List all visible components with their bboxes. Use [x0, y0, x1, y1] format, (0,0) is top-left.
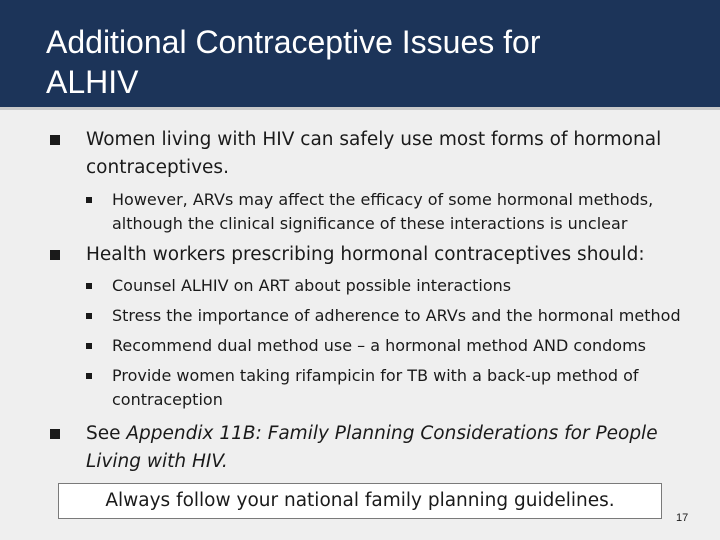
bullet-2-sub-1-text: Counsel ALHIV on ART about possible interactions: [112, 276, 512, 295]
slide-title: [46, 22, 686, 102]
small-square-bullet-icon: [86, 197, 92, 203]
bullet-1-sub-1: [112, 188, 697, 236]
slide-title-line-1: Additional Contraceptive Issues for: [46, 24, 541, 60]
square-bullet-icon: [50, 250, 60, 260]
small-square-bullet-icon: [86, 283, 92, 289]
square-bullet-icon: [50, 429, 60, 439]
bullet-2-text: Health workers prescribing hormonal contraceptives should:: [86, 244, 645, 265]
bullet-3: [86, 420, 696, 476]
bullet-2-sub-3: [112, 334, 697, 358]
bullet-3-prefix: See: [86, 423, 127, 444]
bullet-2-sub-4: [112, 364, 697, 412]
bullet-2: [86, 241, 696, 269]
bullet-2-sub-4-text: Provide women taking rifampicin for TB with a back-up method of contraception: [112, 366, 639, 409]
bullet-1-sub-1-text: However, ARVs may affect the efficacy of some hormonal methods, although the clinical significance of these interactions is unclear: [112, 190, 654, 233]
bullet-2-sub-2: [112, 304, 697, 328]
bullet-2-sub-3-text: Recommend dual method use – a hormonal method AND condoms: [112, 336, 646, 355]
bullet-2-sub-1: [112, 274, 697, 298]
slide-header: [0, 0, 720, 110]
square-bullet-icon: [50, 135, 60, 145]
bullet-2-sub-2-text: Stress the importance of adherence to ARVs and the hormonal method: [112, 306, 681, 325]
guidelines-callout: Always follow your national family planning guidelines.: [58, 483, 662, 519]
slide-title-line-2: ALHIV: [46, 64, 139, 100]
page-number: 17: [676, 512, 689, 524]
small-square-bullet-icon: [86, 343, 92, 349]
appendix-reference: Appendix 11B: Family Planning Considerations for People Living with HIV.: [86, 423, 658, 472]
small-square-bullet-icon: [86, 373, 92, 379]
bullet-1-text: Women living with HIV can safely use most forms of hormonal contraceptives.: [86, 129, 662, 178]
bullet-1: [86, 126, 696, 182]
small-square-bullet-icon: [86, 313, 92, 319]
